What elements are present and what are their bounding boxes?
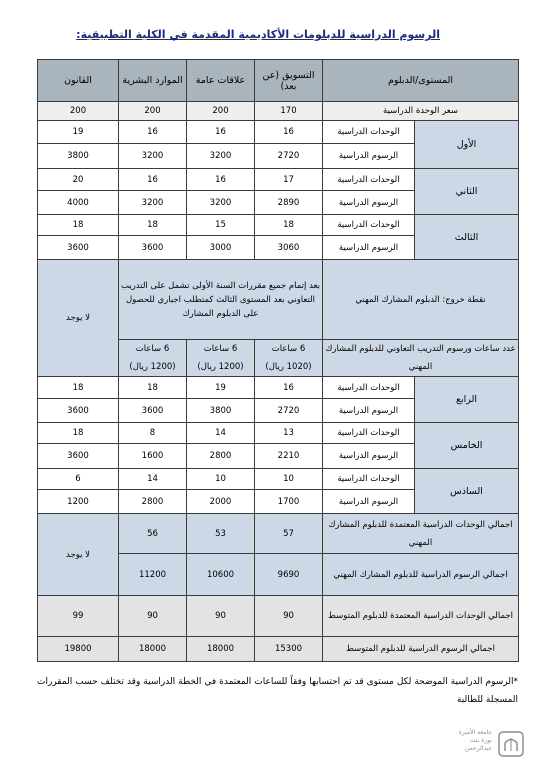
cell: 200 — [119, 102, 187, 121]
header-hr: الموارد البشرية — [119, 60, 187, 102]
cell: 18 — [38, 215, 119, 236]
table-row — [38, 215, 519, 236]
cell: 15 — [187, 215, 255, 236]
fees-table — [37, 59, 519, 662]
cell: 14 — [119, 469, 187, 490]
cell: 2800 — [119, 490, 187, 514]
row-label-units: الوحدات الدراسية — [323, 121, 415, 144]
cell: 10 — [187, 469, 255, 490]
footnote: *الرسوم الدراسية الموضحة لكل مستوى قد تم احتسابها وفقاً للساعات المعتمدة في الخطة الدراسية وقد تختلف حسب المقررات المسجلة للطالبة — [37, 677, 518, 705]
cell: 9690 — [255, 554, 323, 596]
assoc-units-row — [38, 514, 519, 554]
cell: 90 — [255, 596, 323, 637]
cell: 16 — [187, 121, 255, 144]
row-label-units: الوحدات الدراسية — [323, 423, 415, 444]
cell: 99 — [38, 596, 119, 637]
table-row — [38, 469, 519, 490]
level-name: الرابع — [415, 377, 519, 423]
header-law: القانون — [38, 60, 119, 102]
row-label-fees: الرسوم الدراسية — [323, 399, 415, 423]
cell: 53 — [187, 514, 255, 554]
row-label-units: الوحدات الدراسية — [323, 377, 415, 399]
row-label-units: الوحدات الدراسية — [323, 469, 415, 490]
cell: 10 — [255, 469, 323, 490]
table-row — [38, 169, 519, 191]
university-logo — [452, 729, 527, 759]
cell: 56 — [119, 514, 187, 554]
cell: 3200 — [119, 144, 187, 169]
level-name: الثالث — [415, 215, 519, 260]
cell: 90 — [187, 596, 255, 637]
cell: 19 — [187, 377, 255, 399]
row-label-units: الوحدات الدراسية — [323, 169, 415, 191]
row-label-fees: الرسوم الدراسية — [323, 236, 415, 260]
inter-fees-row — [38, 637, 519, 662]
header-marketing: التسويق (عن بعد) — [255, 60, 323, 102]
cell: 18000 — [187, 637, 255, 662]
cell: 16 — [187, 169, 255, 191]
exit-point-text: بعد إتمام جميع مقررات السنة الأولى تشمل على التدريب التعاوني بعد المستوى الثالث كمتطلب اجباري للحصول على الدبلوم المشارك — [119, 260, 323, 340]
row-label-fees: الرسوم الدراسية — [323, 191, 415, 215]
coop-fee: (1200 ريال) — [129, 362, 176, 372]
inter-units-label: اجمالي الوحدات الدراسية المعتمدة للدبلوم المتوسط — [323, 596, 519, 637]
inter-units-row — [38, 596, 519, 637]
cell: 3600 — [38, 444, 119, 469]
cell: 19800 — [38, 637, 119, 662]
cell: 3200 — [187, 191, 255, 215]
cell: 170 — [255, 102, 323, 121]
cell: 200 — [38, 102, 119, 121]
cell: 2720 — [255, 399, 323, 423]
credit-price-label: سعر الوحدة الدراسية — [323, 102, 519, 121]
cell: 16 — [255, 121, 323, 144]
cell: 4000 — [38, 191, 119, 215]
coop-marketing — [255, 340, 323, 377]
cell: 200 — [187, 102, 255, 121]
coop-hours: 6 ساعات — [203, 344, 238, 354]
coop-hr — [119, 340, 187, 377]
cell: 3600 — [38, 399, 119, 423]
header-pr: علاقات عامة — [187, 60, 255, 102]
cell: 2800 — [187, 444, 255, 469]
cell: 3200 — [187, 144, 255, 169]
level-name: السادس — [415, 469, 519, 514]
cell: 18 — [38, 423, 119, 444]
cell: 2210 — [255, 444, 323, 469]
cell: 18 — [119, 377, 187, 399]
assoc-fees-label: اجمالي الرسوم الدراسية للدبلوم المشارك المهني — [323, 554, 519, 596]
cell: 3200 — [119, 191, 187, 215]
coop-fee: (1020 ريال) — [265, 362, 312, 372]
cell: 16 — [255, 377, 323, 399]
level-name: الأول — [415, 121, 519, 169]
cell: 3800 — [38, 144, 119, 169]
table-row — [38, 121, 519, 144]
level-name: الخامس — [415, 423, 519, 469]
cell: 18 — [38, 377, 119, 399]
page-title: الرسوم الدراسية للدبلومات الأكاديمية المقدمة في الكلية التطبيقية: — [76, 28, 440, 41]
cell: 3600 — [119, 399, 187, 423]
header-level: المستوى/الدبلوم — [323, 60, 519, 102]
logo-text: جامعة الأميرة نورة بنت عبدالرحمن — [458, 729, 492, 752]
cell: 6 — [38, 469, 119, 490]
cell: 13 — [255, 423, 323, 444]
assoc-law: لا يوجد — [38, 514, 119, 596]
row-label-fees: الرسوم الدراسية — [323, 490, 415, 514]
cell: 18000 — [119, 637, 187, 662]
cell: 16 — [119, 169, 187, 191]
row-label-fees: الرسوم الدراسية — [323, 444, 415, 469]
credit-price-row — [38, 102, 519, 121]
cell: 1200 — [38, 490, 119, 514]
row-label-fees: الرسوم الدراسية — [323, 144, 415, 169]
exit-point-row — [38, 260, 519, 340]
cell: 10600 — [187, 554, 255, 596]
cell: 2890 — [255, 191, 323, 215]
logo-emblem-icon — [496, 729, 526, 759]
coop-hours: 6 ساعات — [271, 344, 306, 354]
cell: 3600 — [119, 236, 187, 260]
exit-point-law: لا يوجد — [38, 260, 119, 377]
cell: 3800 — [187, 399, 255, 423]
cell: 90 — [119, 596, 187, 637]
cell: 20 — [38, 169, 119, 191]
cell: 17 — [255, 169, 323, 191]
cell: 2720 — [255, 144, 323, 169]
cell: 1600 — [119, 444, 187, 469]
cell: 19 — [38, 121, 119, 144]
cell: 16 — [119, 121, 187, 144]
cell: 8 — [119, 423, 187, 444]
cell: 3600 — [38, 236, 119, 260]
coop-fee: (1200 ريال) — [197, 362, 244, 372]
coop-hours-label: عدد ساعات ورسوم التدريب التعاوني للدبلوم المشارك المهني — [323, 340, 519, 377]
cell: 57 — [255, 514, 323, 554]
inter-fees-label: اجمالي الرسوم الدراسية للدبلوم المتوسط — [323, 637, 519, 662]
coop-pr — [187, 340, 255, 377]
exit-point-label: نقطة خروج: الدبلوم المشارك المهني — [323, 260, 519, 340]
coop-hours: 6 ساعات — [135, 344, 170, 354]
level-name: الثاني — [415, 169, 519, 215]
cell: 14 — [187, 423, 255, 444]
cell: 3000 — [187, 236, 255, 260]
cell: 1700 — [255, 490, 323, 514]
table-row — [38, 377, 519, 399]
cell: 3060 — [255, 236, 323, 260]
cell: 2000 — [187, 490, 255, 514]
cell: 15300 — [255, 637, 323, 662]
table-row — [38, 423, 519, 444]
cell: 18 — [119, 215, 187, 236]
cell: 11200 — [119, 554, 187, 596]
assoc-units-label: اجمالي الوحدات الدراسية المعتمدة للدبلوم المشارك المهني — [323, 514, 519, 554]
row-label-units: الوحدات الدراسية — [323, 215, 415, 236]
cell: 18 — [255, 215, 323, 236]
